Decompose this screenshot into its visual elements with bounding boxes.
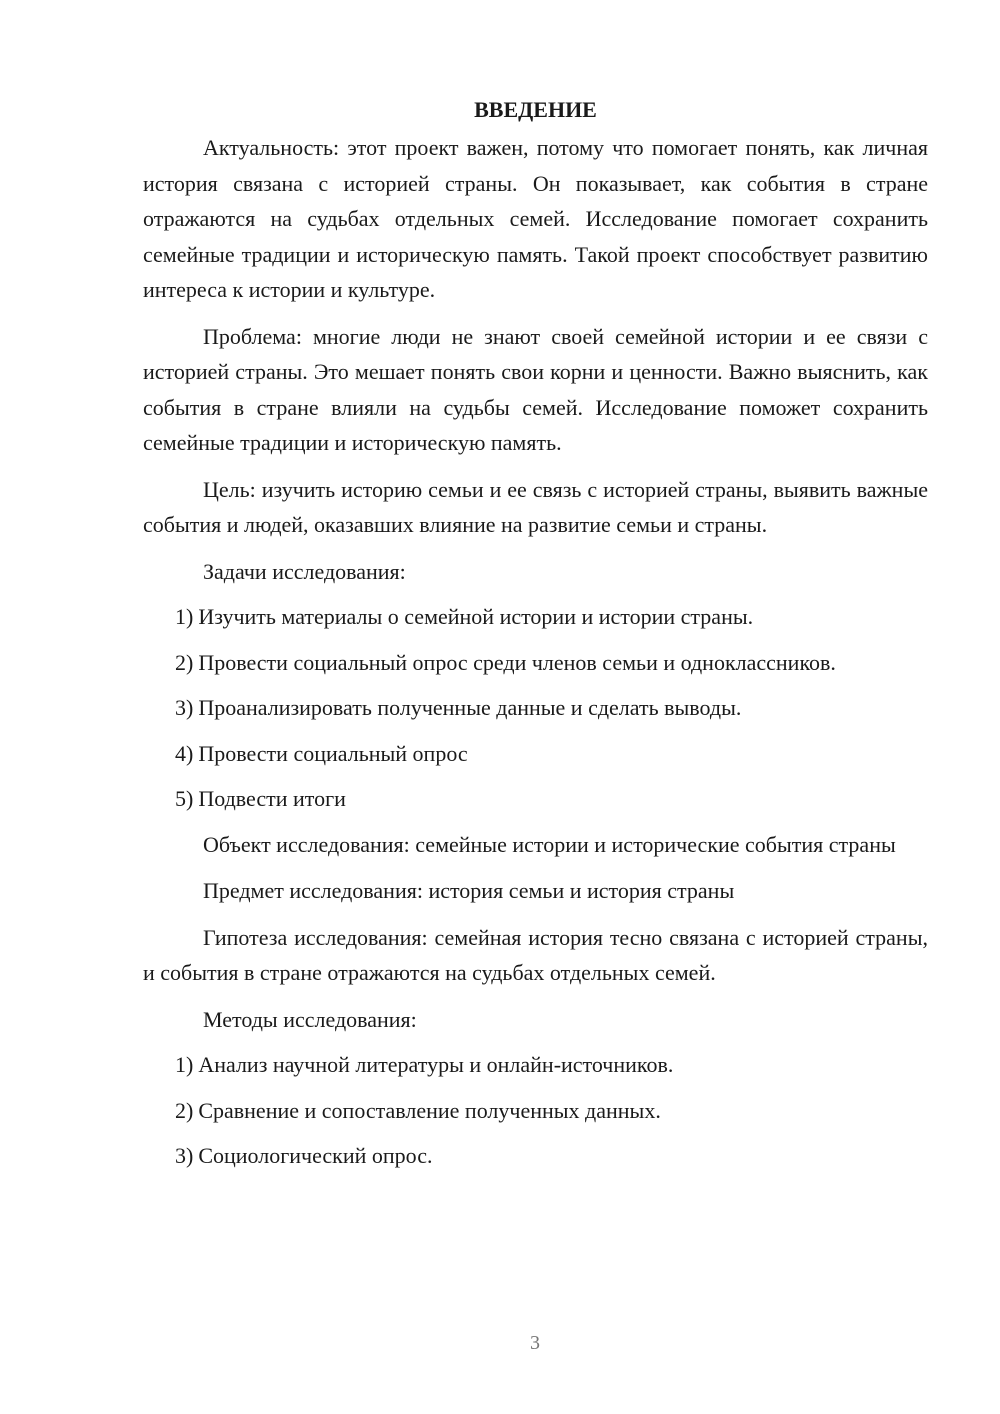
list-item: 5) Подвести итоги	[175, 786, 346, 811]
paragraph-subject: Предмет исследования: история семьи и история страны	[203, 878, 735, 903]
paragraph-object: Объект исследования: семейные истории и исторические события страны	[203, 831, 896, 857]
list-item: 2) Провести социальный опрос среди членов семьи и одноклассников.	[175, 649, 836, 675]
list-item: 1) Анализ научной литературы и онлайн-источников.	[175, 1052, 674, 1077]
methods-list	[143, 1047, 928, 1174]
list-item: 2) Сравнение и сопоставление полученных данных.	[175, 1097, 661, 1123]
paragraph-goal: Цель: изучить историю семьи и ее связь с историей страны, выявить важные события и людей, оказавших влияние на развитие семьи и страны.	[143, 476, 928, 537]
tasks-title: Задачи исследования:	[203, 558, 406, 584]
page-title: ВВЕДЕНИЕ	[474, 97, 597, 122]
list-item: 3) Проанализировать полученные данные и сделать выводы.	[175, 695, 742, 720]
document-page	[143, 92, 928, 1184]
list-item: 4) Провести социальный опрос	[175, 740, 468, 766]
paragraph-hypothesis: Гипотеза исследования: семейная история тесно связана с историей страны, и события в стране отражаются на судьбах отдельных семей.	[143, 924, 928, 985]
list-item: 1) Изучить материалы о семейной истории и истории страны.	[175, 604, 754, 629]
paragraph-relevance: Актуальность: этот проект важен, потому что помогает понять, как личная история связана с историей страны. Он показывает, как события в стране отражаются на судьбах отдельных семей. Исследование помогает сохранить семейные традиции и историческую память. Такой проект способствует развитию интереса к истории и культуре.	[143, 135, 928, 302]
tasks-list	[143, 599, 928, 817]
paragraph-problem: Проблема: многие люди не знают своей семейной истории и ее связи с историей страны. Это мешает понять свои корни и ценности. Важно выяснить, как события в стране влияли на судьбы семей. Исследование поможет сохранить семейные традиции и историческую память.	[143, 323, 928, 455]
methods-title: Методы исследования:	[203, 1006, 417, 1032]
list-item: 3) Социологический опрос.	[175, 1143, 433, 1168]
page-number: 3	[530, 1332, 540, 1354]
